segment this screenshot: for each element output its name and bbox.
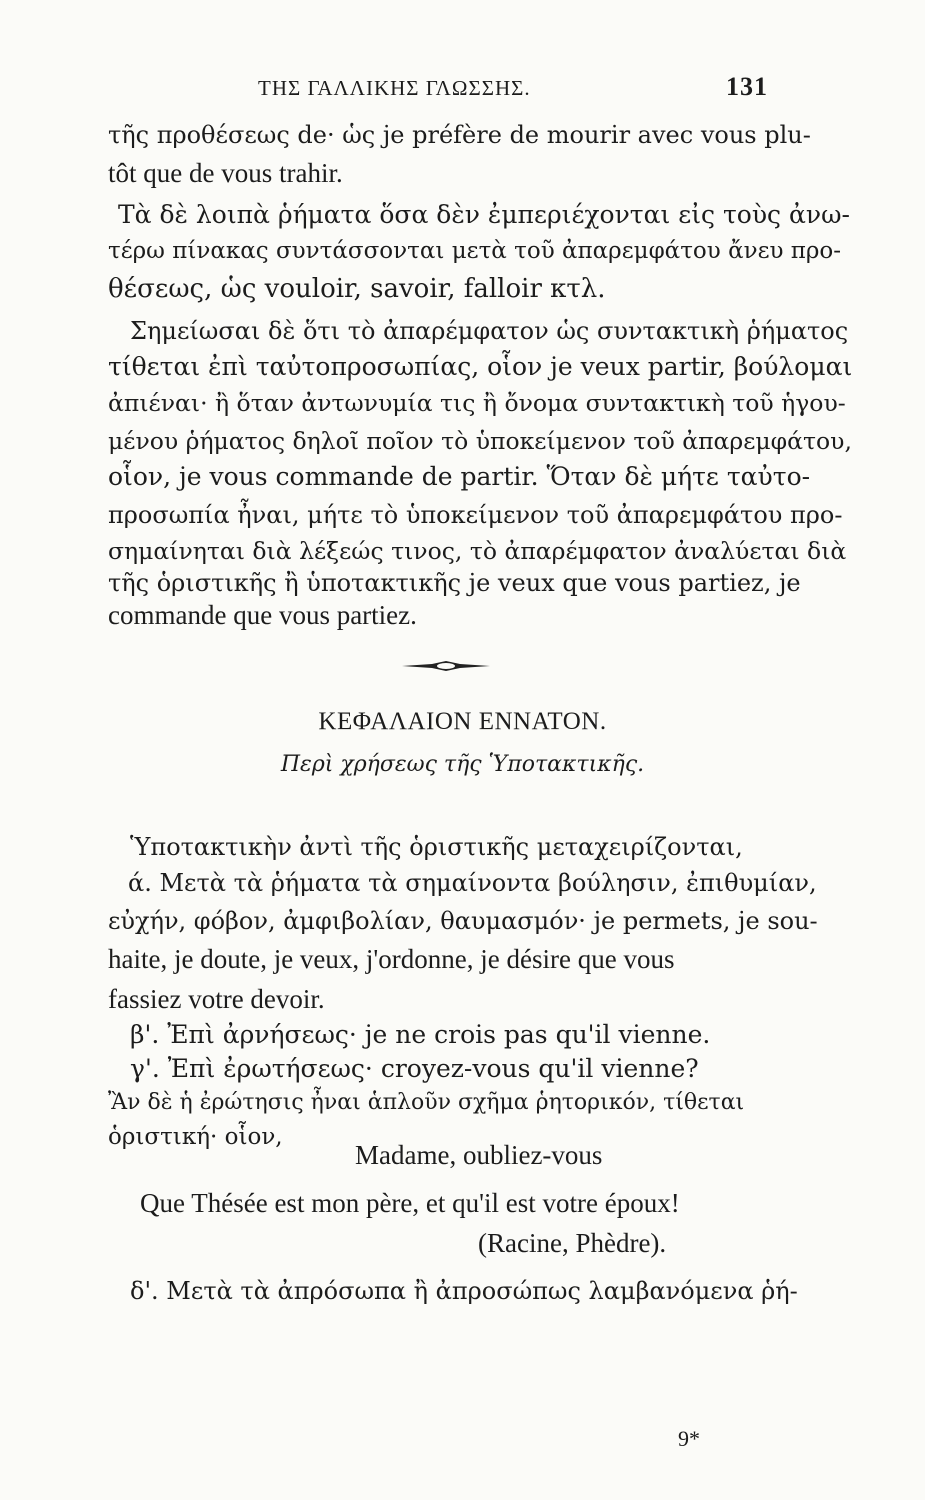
text-line: ὁριστική· οἷον, <box>108 1124 283 1150</box>
running-title: ΤΗΣ ΓΑΛΛΙΚΗΣ ΓΛΩΣΣΗΣ. <box>258 76 531 100</box>
text-line: commande que vous partiez. <box>108 600 417 630</box>
text-line: δ'. Μετὰ τὰ ἀπρόσωπα ἢ ἀπροσώπως λαμβανόμενα ῥή- <box>130 1277 798 1305</box>
quote-line: Madame, oubliez-vous <box>355 1140 603 1170</box>
chapter-title: ΚΕΦΑΛΑΙΟΝ ΕΝΝΑΤΟΝ. <box>318 708 607 735</box>
quote-line: Que Thésée est mon père, et qu'il est votre époux! <box>140 1188 680 1218</box>
text-line: θέσεως, ὡς vouloir, savoir, falloir κτλ. <box>108 274 606 304</box>
text-line: Τὰ δὲ λοιπὰ ῥήματα ὅσα δὲν ἐμπεριέχονται εἰς τοὺς ἀνω- <box>118 200 850 229</box>
text-line: tôt que de vous trahir. <box>108 158 343 188</box>
text-line: γ'. Ἐπὶ ἐρωτήσεως· croyez-vous qu'il vienne? <box>130 1054 699 1083</box>
signature-mark: 9* <box>678 1426 700 1451</box>
text-line: haite, je doute, je veux, j'ordonne, je désire que vous <box>108 944 675 974</box>
text-line: Ἂν δὲ ἡ ἐρώτησις ἦναι ἁπλοῦν σχῆμα ῥητορικόν, τίθεται <box>108 1090 745 1115</box>
chapter-divider-ornament <box>402 660 490 672</box>
text-line: Ὑποτακτικὴν ἀντὶ τῆς ὁριστικῆς μεταχειρίζονται, <box>130 833 743 861</box>
text-line: οἷον, je vous commande de partir. Ὅταν δὲ μήτε ταὐτο- <box>108 462 811 491</box>
text-line: ά. Μετὰ τὰ ῥήματα τὰ σημαίνοντα βούλησιν, ἐπιθυμίαν, <box>128 869 817 897</box>
text-line: ἀπιέναι· ἢ ὅταν ἀντωνυμία τις ἢ ὄνομα συντακτικὴ τοῦ ἡγου- <box>108 389 846 417</box>
text-line: Σημείωσαι δὲ ὅτι τὸ ἀπαρέμφατον ὡς συντακτικὴ ῥήματος <box>130 317 849 345</box>
text-line: σημαίνηται διὰ λέξεώς τινος, τὸ ἀπαρέμφατον ἀναλύεται διὰ <box>108 537 847 565</box>
quote-source: (Racine, Phèdre). <box>478 1228 667 1258</box>
chapter-subtitle: Περὶ χρήσεως τῆς Ὑποτακτικῆς. <box>280 752 645 777</box>
text-line: τέρω πίνακας συντάσσονται μετὰ τοῦ ἀπαρεμφάτου ἄνευ προ- <box>108 238 842 264</box>
text-line: προσωπία ἦναι, μήτε τὸ ὑποκείμενον τοῦ ἀπαρεμφάτου προ- <box>108 501 843 529</box>
text-line: εὐχήν, φόβον, ἀμφιβολίαν, θαυμασμόν· je permets, je sou- <box>108 907 818 935</box>
page-number: 131 <box>726 72 768 101</box>
text-line: fassiez votre devoir. <box>108 984 325 1014</box>
text-line: τῆς ὁριστικῆς ἢ ὑποτακτικῆς je veux que vous partiez, je <box>108 569 801 597</box>
text-line: β'. Ἐπὶ ἀρνήσεως· je ne crois pas qu'il vienne. <box>130 1020 711 1049</box>
text-line: τῆς προθέσεως de· ὡς je préfère de mourir avec vous plu- <box>108 121 811 149</box>
text-line: τίθεται ἐπὶ ταὐτοπροσωπίας, οἷον je veux partir, βούλομαι <box>108 352 853 381</box>
text-line: μένου ῥήματος δηλοῖ ποῖον τὸ ὑποκείμενον τοῦ ἀπαρεμφάτου, <box>108 427 852 455</box>
